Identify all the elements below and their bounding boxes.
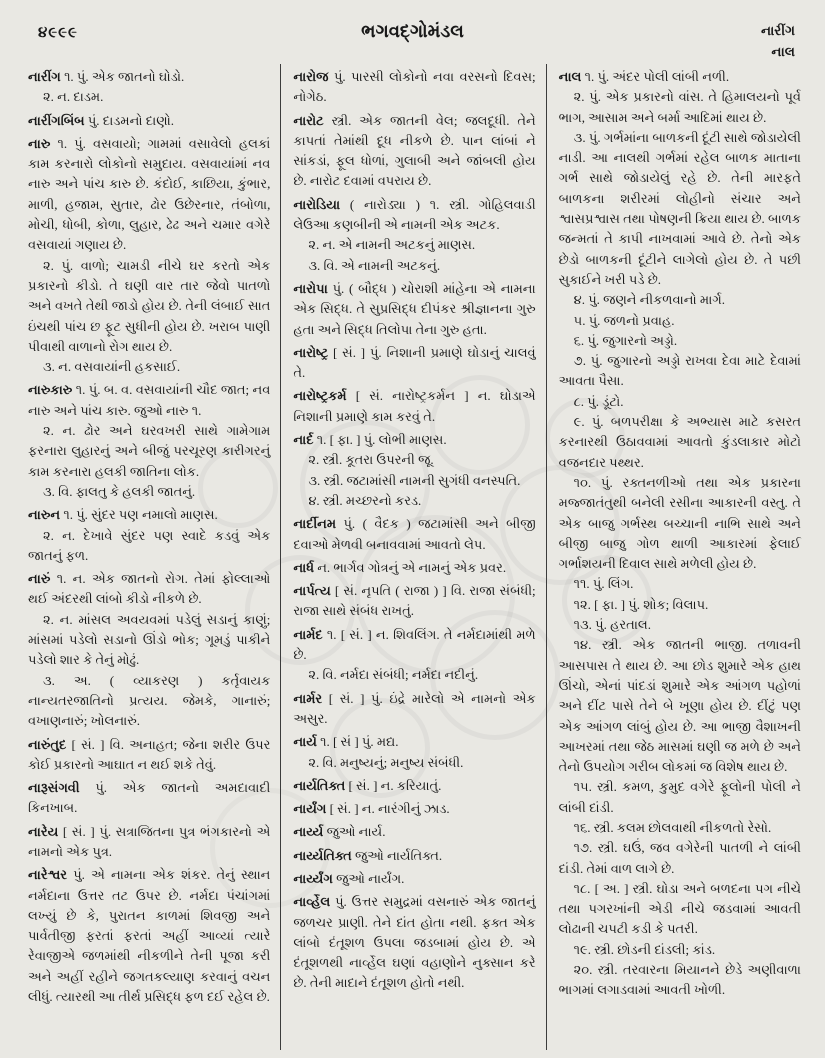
headword: નાલ	[558, 69, 585, 84]
entry-sense-paragraph: ૨. પું. એક પ્રકારનો વાંસ. તે હિમાલયનો પૂર્વ ભાગ, આસામ અને બર્મા આદિમાં થાય છે.	[558, 89, 801, 125]
entry-sense-paragraph: ૪. પું. જણને નીકળવાનો માર્ગ.	[573, 292, 726, 308]
headword: નારૂસંગવી	[28, 780, 96, 796]
entry-headword-paragraph: નાર્ય ૧. [ સં ] પું. મદ્ય.	[293, 734, 399, 750]
entry-sense-paragraph: ૮. પું. ડૂંટો.	[573, 393, 624, 409]
entry-headword-paragraph: નાલ ૧. પું. અંદર પોલી લાંબી નળી.	[558, 69, 730, 84]
entry-sense-paragraph: ૧૨. [ ફા. ] પું. શોક; વિલાપ.	[573, 596, 709, 612]
column-2	[280, 64, 545, 1050]
guide-word-bottom: નાલ	[771, 44, 795, 59]
entry-sense-paragraph: ૩. વિ. ફાલતુ કે હલકી જાતનું.	[43, 483, 196, 499]
entry-sense-paragraph: ૧૭. સ્ત્રી. ઘઉં, જવ વગેરેની પાતળી ને લાંબી દાંડી. તેમાં વાળ લાગે છે.	[558, 840, 801, 876]
entry-headword-paragraph: નારુકારુ ૧. પું. બ. વ. વસવાયાંની ચૌદ જાત; નવ નારુ અને પાંચ કારુ. જુઓ નારુ ૧.	[28, 382, 271, 418]
guide-word-top: નારીંગ	[760, 23, 795, 38]
entry-sense-paragraph: ૩. સ્ત્રી. જટામાંસી નામની સુગંધી વનસ્પતિ.	[308, 472, 521, 488]
headword: નાર્મર	[293, 690, 329, 706]
entry-headword-paragraph: નારીંગ ૧. પું. એક જાતનો ઘોડો.	[28, 69, 185, 84]
entry-headword-paragraph: નાર્ય્યતિક્ત જુઓ નાર્યતિક્ત.	[293, 847, 443, 863]
entry-headword-paragraph: નાર્ય્યંગ જુઓ નાર્યંગ.	[293, 870, 405, 886]
entry-sense-paragraph: ૧૪. સ્ત્રી. એક જાતની ભાજી. તળાવની આસપાસ તે થાય છે. આ છોડ શુમારે એક હાથ ઊંચો, એનાં પાંદડાં શુમારે એક આંગળ પહોળાં અને દીંટ પાસે તેને બે ખૂણા હોય છે. દીંટું પણ એક આંગળ લાંબું હોય છે. આ ભાજી વૈશાખની આખરમાં તથા જેઠ માસમાં ઘણી જ મળે છે અને તેનો ઉપયોગ ગરીબ લોકમાં જ વિશેષ થાય છે.	[558, 637, 801, 775]
headword: નારુંતુદ	[28, 736, 72, 752]
headword: નાર્યતિક્ત	[293, 777, 349, 793]
entry-sense-paragraph: ૧૧. પું. લિંગ.	[573, 576, 634, 592]
headword: નાર્ય્યતિક્ત	[293, 847, 355, 863]
entry-sense-paragraph: ૭. પું. જુગારનો અડ્ડો રાખવા દેવા માટે દેવામાં આવતા પૈસા.	[558, 353, 801, 389]
entry-sense-paragraph: ૨. વિ. નર્મદા સંબંધી; નર્મદા નદીનું.	[308, 667, 479, 683]
page-title: ભગવદ્ગોમંડલ	[361, 21, 464, 41]
entry-headword-paragraph: નાર્મર [ સં. ] પું. ઇંદ્રે મારેલો એ નામનો એક અસુર.	[293, 690, 536, 726]
headword: નારેશ્વર	[28, 867, 74, 883]
headword: નારુ	[28, 135, 58, 151]
entry-sense-paragraph: ૬. પું. જુગારનો અડ્ડો.	[573, 332, 678, 348]
entry-sense-paragraph: ૨. ન. દાડમ.	[43, 89, 104, 105]
entry-headword-paragraph: નાર્યતિક્ત [ સં. ] ન. કરિયાતું.	[293, 777, 442, 793]
headword: નાર્ય્યંગ	[293, 870, 337, 886]
headword: નારોડિયા	[293, 196, 350, 212]
entry-headword-paragraph: નારુન ૧. પું. સુંદર પણ નમાલો માણસ.	[28, 507, 218, 523]
entry-sense-paragraph: ૪. સ્ત્રી. મચ્છરનો કરડ.	[308, 492, 422, 508]
entry-sense-paragraph: ૫. પું. જળનો પ્રવાહ.	[573, 312, 675, 328]
entry-headword-paragraph: નાર્દીનમ પું. ( વૈદક ) જટામાંસી અને બીજી દવાઓ મેળવી બનાવવામાં આવતો લેપ.	[293, 516, 536, 552]
entry-sense-paragraph: ૩. ન. વસવાયાંની હકસાઈ.	[43, 359, 181, 375]
entry-sense-paragraph: ૨. ન. માંસલ અવયવમાં પડેલું સડાનું કાણું; માંસમાં પડેલો સડાનો ઊંડો ભોક; ગૂમડું પાકીને પડેલો શાર કે તેનું મોઢું.	[28, 611, 271, 668]
headword: નારું	[28, 571, 57, 587]
entry-sense-paragraph: ૨૦. સ્ત્રી. તરવારના મિયાનને છેડે અણીવાળા ભાગમાં લગાડવામાં આવતી ખોળી.	[558, 962, 801, 998]
headword: નારોટ	[293, 112, 332, 128]
headword: નારેય	[28, 823, 63, 839]
entry-headword-paragraph: નારોડિયા ( નારોડ્યા ) ૧. સ્ત્રી. ગોહિલવાડી લેઉઆ કણબીની એ નામની એક અટક.	[293, 196, 536, 233]
headword: નાર્વ્હેલ	[293, 894, 336, 910]
headword: નાર્દીનમ	[293, 516, 344, 532]
guide-words	[761, 20, 795, 62]
entry-headword-paragraph: નાર્યંગ [ સં. ] ન. નારંગીનું ઝાડ.	[293, 801, 450, 817]
headword: નાર્ય્ય	[293, 824, 327, 840]
headword: નાર્મદ	[293, 626, 327, 642]
headword: નાર્યંગ	[293, 801, 330, 817]
headword: નારુકારુ	[28, 382, 76, 398]
entry-headword-paragraph: નાર્પત્ય [ સં. નૃપતિ ( રાજા ) ] વિ. રાજા સંબંધી; રાજા સાથે સંબંધ રાખતું.	[293, 583, 536, 619]
entry-headword-paragraph: નાર્ય્ય જુઓ નાર્ય.	[293, 824, 386, 840]
headword: નાર્દ	[293, 432, 317, 448]
entry-headword-paragraph: નારુંતુદ [ સં. ] વિ. અનાહત; જેના શરીર ઉપર કોઈ પ્રકારનો આઘાત ન થઈ શકે તેવું.	[28, 736, 271, 772]
entry-headword-paragraph: નારોજ પું. પારસી લોકોનો નવા વરસનો દિવસ; નોગેઠ.	[293, 69, 536, 105]
headword: નારોષ્ટ્રકર્મ	[293, 388, 356, 404]
headword: નાર્પત્ય	[293, 583, 335, 599]
headword: નારીંગ	[28, 69, 65, 84]
entry-headword-paragraph: નારેશ્વર પું. એ નામના એક શંકર. તેનું સ્થાન નર્મદાના ઉત્તર તટ ઉપર છે. નર્મદા પંચાંગમાં લખ્યું છે કે, પુરાતન કાળમાં શિવજી અને પાર્વતીજી ફરતાં ફરતાં અહીં આવ્યાં ત્યારે રેવાજીએ જળમાંથી નીકળીને તેની પૂજા કરી અને અહીં રહીને જગતકલ્યાણ કરવાનું વચન લીધું. ત્યારથી આ તીર્થ પ્રસિદ્ધ ફળ દઈ રહેલ છે.	[28, 867, 271, 1005]
page-number: ૪૯૯૯	[38, 25, 78, 41]
entry-headword-paragraph: નાર્મદ ૧. [ સં. ] ન. શિવલિંગ. તે નર્મદામાંથી મળે છે.	[293, 626, 536, 663]
entry-headword-paragraph: નારીંગબિંબ પું. દાડમનો દાણો.	[28, 112, 175, 128]
entry-sense-paragraph: ૩. અ. ( વ્યાકરણ ) કર્તૃવાયક નાન્યતરજાતિનો પ્રત્યય. જેમકે, ગાનારું; વખાણનારું; ખોલનારું.	[28, 672, 271, 729]
headword: નારીંગબિંબ	[28, 112, 88, 128]
entry-sense-paragraph: ૧૮. [ અ. ] સ્ત્રી. ઘોડા અને બળદના પગ નીચે તથા પગરખાંની એડી નીચે જડવામાં આવતી લોઢાની ચપટી કડી કે પતરી.	[558, 880, 801, 937]
entry-sense-paragraph: ૨. ન. દેખાવે સુંદર પણ સ્વાદે કડવું એક જાતનું ફળ.	[28, 527, 271, 563]
entry-headword-paragraph: નારૂસંગવી પું. એક જાતનો અમદાવાદી કિનખાબ.	[28, 780, 271, 816]
entry-sense-paragraph: ૧૯. સ્ત્રી. છોડની દાંડલી; કાંડ.	[573, 941, 716, 957]
headword: નાર્ધ	[293, 559, 318, 575]
entry-headword-paragraph: નાર્દ ૧. [ ફા. ] પું. લોભી માણસ.	[293, 432, 447, 448]
column-3	[546, 64, 811, 1050]
entry-headword-paragraph: નાર્ધ ન. ભાર્ગવ ગોત્રનું એ નામનું એક પ્રવર.	[293, 559, 507, 575]
headword: નારોપા	[293, 280, 333, 296]
entry-sense-paragraph: ૨. ન. એ નામની અટકનું માણસ.	[308, 237, 476, 253]
entry-headword-paragraph: નારોપા પું. ( બૌદ્ધ ) ચોરાશી માંહેના એ નામના એક સિદ્ધ. તે સુપ્રસિદ્ધ દીપંકર શ્રીજ્ઞાનના ગુરુ હતા અને સિદ્ધ તિલોપા તેના ગુરુ હતા.	[293, 280, 536, 337]
headword: નારુન	[28, 507, 64, 523]
headword: નારોષ્ટ્ર	[293, 344, 333, 360]
entry-headword-paragraph: નારોષ્ટ્રકર્મ [ સં. નારોષ્ટ્રકર્મન ] ન. ઘોડાએ નિશાની પ્રમાણે કામ કરવું તે.	[293, 388, 536, 424]
text-columns	[28, 64, 811, 1050]
entry-sense-paragraph: ૨. ન. ઢોર અને ઘરવખરી સાથે ગામેગામ ફરનારા લુહારનું અને બીજું પરચૂરણ કારીગરનું કામ કરનારા હલકી જાતિના લોક.	[28, 423, 271, 479]
entry-sense-paragraph: ૧૩. પું. હરતાલ.	[573, 617, 651, 633]
entry-sense-paragraph: ૨. વિ. મનુષ્યનું; મનુષ્ય સંબંધી.	[308, 754, 464, 770]
entry-sense-paragraph: ૩. વિ. એ નામની અટકનું.	[308, 257, 441, 273]
headword: નારોજ	[293, 69, 334, 84]
entry-headword-paragraph: નારોટ સ્ત્રી. એક જાતની વેલ; જલદૂધી. તેને કાપતાં તેમાંથી દૂધ નીકળે છે. પાન લાંબાં ને સાંકડાં, ફૂલ ધોળાં, ગુલાબી અને જાંબલી હોય છે. નારોટ દવામાં વપરાય છે.	[293, 112, 536, 189]
column-1	[28, 64, 280, 1050]
entry-sense-paragraph: ૧૬. સ્ત્રી. કલમ છોલવાથી નીકળતો રેસો.	[573, 819, 772, 835]
entry-sense-paragraph: ૩. પું. ગર્ભમાંના બાળકની દૂંટી સાથે જોડાયેલી નાડી. આ નાલથી ગર્ભમાં રહેલ બાળક માતાના ગર્ભ સાથે જોડાયેલું રહે છે. તેની મારફતે બાળકના શરીરમાં લોહીનો સંચાર અને શ્વાસપ્રશ્વાસ તથા પોષણની ક્રિયા થાય છે. બાળક જન્મતાં તે કાપી નાખવામાં આવે છે. તેનો એક છેડો બાળકની દૂંટીને લાગેલો હોય છે. તે પછી સુકાઈને ખરી પડે છે.	[558, 129, 801, 287]
entry-sense-paragraph: ૧૦. પું. રક્તનળીઓ તથા એક પ્રકારના મજ્જાતંતુથી બનેલી રસીના આકારની વસ્તુ. તે એક બાજુ ગર્ભસ્થ બચ્ચાની નાભિ સાથે અને બીજી બાજુ ગોળ થાળી આકારમાં ફેલાઈ ગર્ભાશયની દિવાલ સાથે મળેલી હોય છે.	[558, 474, 801, 572]
entry-sense-paragraph: ૯. પું. બળપરીક્ષા કે અભ્યાસ માટે કસરત કરનારથી ઉઠાવવામાં આવતો કુંડલાકાર મોટો વજનદાર પથ્થર.	[558, 414, 801, 470]
entry-headword-paragraph: નાર્વ્હેલ પું. ઉત્તર સમુદ્રમાં વસનારું એક જાતનું જળચર પ્રાણી. તેને દાંત હોતા નથી. ફક્ત એક લાંબો દંતૂશળ ઉપલા જડબામાં હોય છે. એ દંતૂશળથી નાર્વ્હેલ ઘણાં વહાણોને નુક્સાન કરે છે. તેની માદાને દંતૂશળ હોતો નથી.	[293, 894, 536, 991]
entry-headword-paragraph: નારોષ્ટ્ર [ સં. ] પું. નિશાની પ્રમાણે ઘોડાનું ચાલવું તે.	[293, 344, 536, 381]
entry-sense-paragraph: ૧૫. સ્ત્રી. કમળ, કુમુદ વગેરે ફૂલોની પોલી ને લાંબી દાંડી.	[558, 779, 801, 815]
entry-headword-paragraph: નારુ ૧. પું. વસવાયો; ગામમાં વસાવેલો હલકાં કામ કરનારો લોકોનો સમુદાય. વસવાયાંમાં નવ નારુ અને પાંચ કારુ છે. કંદોઈ, કાછિયા, કુંભાર, માળી, હજામ, સુતાર, ઢોર ઉછેરનાર, તંબોળા, મોચી, ધોબી, કોળા, લુહાર, ઢેઢ અને ચમાર વગેરે વસવાયાં ગણાય છે.	[28, 135, 271, 253]
entry-sense-paragraph: ૨. સ્ત્રી. કૂતરા ઉપરની જૂ.	[308, 452, 434, 468]
entry-headword-paragraph: નારેય [ સં. ] પું. સત્રાજિતના પુત્ર ભંગકારનો એ નામનો એક પુત્ર.	[28, 823, 271, 859]
entry-headword-paragraph: નારું ૧. ન. એક જાતનો રોગ. તેમાં ફોલ્લાઓ થઈ અંદરથી લાંબો કીડો નીકળે છે.	[28, 571, 271, 607]
entry-sense-paragraph: ૨. પું. વાળો; ચામડી નીચે ઘર કરતો એક પ્રકારનો કીડો. તે ઘણી વાર તાર જેવો પાતળો અને વખતે તેથી જાડો હોય છે. તેની લંબાઈ સાત ઇંચથી પાંચ છ ફૂટ સુધીની હોય છે. ખરાબ પાણી પીવાથી વાળાનો રોગ થાય છે.	[28, 257, 271, 354]
headword: નાર્ય	[293, 734, 321, 750]
